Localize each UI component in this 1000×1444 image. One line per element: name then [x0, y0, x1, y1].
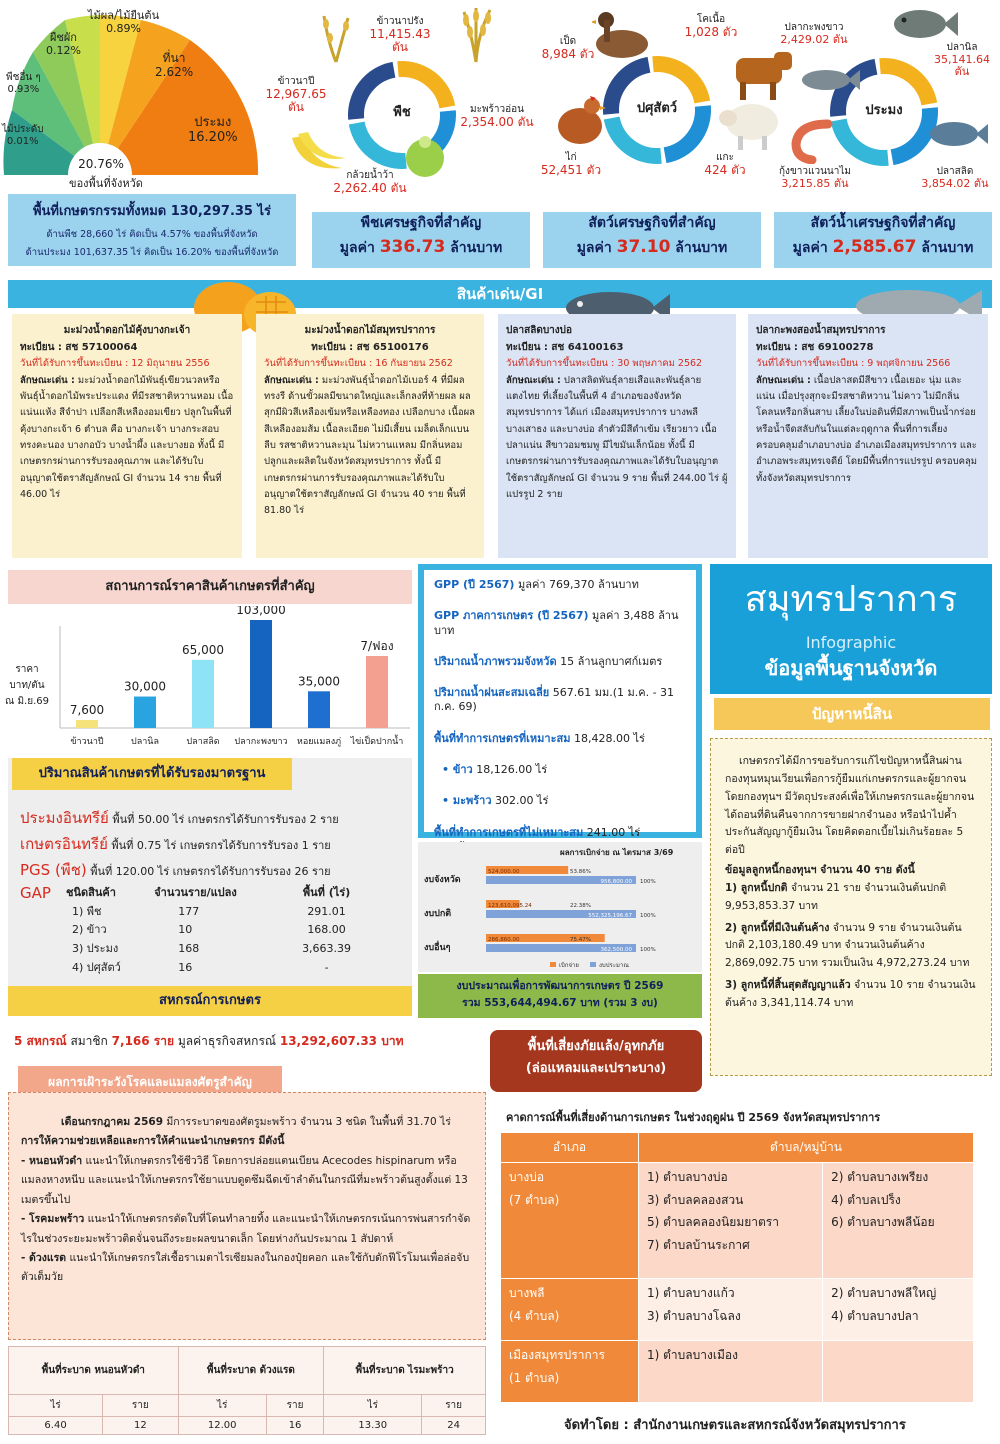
std-row-3: PGS (พืช) พื้นที่ 120.00 ไร่ เกษตรกรได้รับการรับรอง 26 ราย — [20, 861, 331, 879]
info-item: GPP ภาคการเกษตร (ปี 2567) มูลค่า 3,488 ล้านบาท — [434, 609, 679, 637]
coop-title: สหกรณ์การเกษตร — [159, 993, 261, 1008]
legend-swatch-spent — [550, 962, 556, 967]
gap-label: GAP — [20, 884, 51, 902]
risk-caption: คาดการณ์พื้นที่เสี่ยงด้านการเกษตร ในช่วงฤดูฝน ปี 2569 จังหวัดสมุทรปราการ — [506, 1111, 881, 1124]
table-row: ไร่ ราย ไร่ ราย ไร่ ราย — [9, 1395, 486, 1417]
gi-card-3 — [498, 314, 736, 558]
fishery-center: ประมง — [865, 103, 903, 118]
rice-icon — [452, 6, 500, 64]
crops-summary — [312, 212, 530, 268]
debt-item-1: 1) ลูกหนี้ปกติ จำนวน 21 ราย จำนวนเงินต้นปกติ 9,953,853.37 บาท — [725, 881, 947, 912]
subdistrict-item: 3) ตำบลคลองสวน — [647, 1192, 744, 1207]
subdistrict-item: 1) ตำบลบางเมือง — [647, 1347, 738, 1362]
slice-label-other: พืชอื่น ๆ 0.93% — [6, 72, 41, 95]
pest-item-2: - โรคมะพร้าว แนะนำให้เกษตรกรตัดใบที่โดนทำลายทิ้ง และแนะนำให้เกษตรกรเน้นการพ่นสารกำจัดไรในช่วงระยะมะพร้าวติดจั่นจนถึงระยะผลขนาดเล็ก โดยห่างกันประมาณ 1 สัปดาห์ — [21, 1213, 471, 1245]
livestock-4: แกะ 424 ตัว — [704, 152, 746, 177]
debt-box — [710, 738, 992, 1076]
sheep-icon — [716, 96, 782, 152]
table-row: 4) ปศุสัตว์ 16 - — [72, 960, 329, 974]
land-center-label: ของพื้นที่จังหวัด — [69, 177, 143, 190]
budget-spent-label: 123,610,095.24 — [488, 903, 532, 909]
chicken-icon — [552, 92, 608, 150]
risk-title-2: (ล่อแหลมและเปราะบาง) — [525, 1061, 667, 1077]
budget-spent-pct: 53.86% — [570, 869, 591, 875]
rice-plant-icon — [318, 12, 354, 64]
duck-icon — [592, 6, 652, 62]
gi-card-3-reg: ทะเบียน : สช 64100163 — [506, 342, 624, 354]
land-center-pct: 20.76% — [78, 157, 124, 171]
debt-title-box — [714, 698, 990, 730]
table-row: เมืองสมุทรปราการ (1 ตำบล) 1) ตำบลบางเมือง — [501, 1340, 974, 1402]
crops-center: พืช — [393, 105, 411, 120]
risk-title-1: พื้นที่เสี่ยงภัยแล้ง/อุทกภัย — [527, 1039, 665, 1054]
slice-label-ornament: ไม้ประดับ 0.01% — [2, 124, 44, 147]
gi-card-3-name: ปลาสลิดบางบ่อ — [506, 325, 573, 336]
gi-card-4-reg: ทะเบียน : สช 69100278 — [756, 342, 874, 354]
pest-item-3: - ด้วงแรด แนะนำให้เกษตรกรใส่เชื้อราเมตาไรเซียมลงในกองปุ๋ยคอก และใช้กับดักฟีโรโมนเพื่อล่อจับตัวเต็มวัย — [21, 1251, 470, 1284]
slice-label-fruit: ไม้ผล/ไม้ยืนต้น 0.89% — [88, 9, 160, 35]
table-row: 6.40 12 12.00 16 13.30 24 — [9, 1417, 486, 1435]
table-row: 2) ข้าว 10 168.00 — [72, 923, 346, 937]
crop-4: กล้วยน้ำว้า 2,262.40 ตัน — [333, 170, 407, 195]
price-category-label: ปลานิล — [131, 737, 159, 747]
legend-label-total: งบประมาณ — [599, 962, 629, 969]
subdistrict-item: 1) ตำบลบางบ่อ — [647, 1169, 728, 1184]
debt-title: ปัญหาหนี้สิน — [811, 705, 893, 723]
price-bar-label: 7/ฟอง — [360, 639, 394, 653]
gi-card-3-feat: ลักษณะเด่น : ปลาสลิดพันธุ์ลายเสือและพันธุ์ลายแตงไทย ที่เลี้ยงในพื้นที่ 4 อำเภอของจังหวัดสมุทรปราการ ได้แก่ เมืองสมุทรปราการ บางพลี บางเสาธง และบางบ่อ ลำตัวมีสีดำเข้ม เรียวยาว เนื้อปลาแน่น สีขาวอมชมพู มีไขมันเล็กน้อย ทั้งนี้ มีเกษตรกรผ่านการรับรองคุณภาพและได้รับใบอนุญาตใช้ตราสัญลักษณ์ GI จำนวน 9 ราย พื้นที่ 244.00 ไร่ ผู้แปรรูป 2 ราย — [506, 374, 728, 500]
budget-spent-pct: 75.47% — [570, 937, 591, 943]
price-bar — [366, 656, 388, 728]
risk-table — [500, 1132, 974, 1403]
info-box — [418, 564, 702, 838]
price-bar — [250, 620, 272, 728]
budget-foot-1: งบประมาณเพื่อการพัฒนาการเกษตร ปี 2569 — [456, 980, 664, 992]
crops-title: พืชเศรษฐกิจที่สำคัญ — [360, 215, 482, 231]
price-bar-label: 30,000 — [124, 679, 166, 694]
debt-paragraph: เกษตรกรได้มีการขอรับการแก้ไขปัญหาหนี้สินผ่านกองทุนหมุนเวียนเพื่อการกู้ยืมแก่เกษตรกรและผู้ยากจน โดยกองทุนฯ มีวัตถุประสงค์เพื่อให้เกษตรกรและผู้ยากจนได้ถอนที่ดินคืนจากการขายฝากจำนอง หรือนำไปค้ำประกันสัญญากู้ยืมเงิน โดยคิดดอกเบี้ยไม่เกินร้อยละ 5 ต่อปี — [725, 755, 975, 857]
gi-card-4-feat: ลักษณะเด่น : เนื้อปลาสดมีสีขาว เนื้อเยอะ นุ่ม และแน่น เมื่อปรุงสุกจะมีรสชาติหวาน ไม่คาว ไม่มีกลิ่นโคลนหรือกลิ่นสาบ เลี้ยงในบ่อดินที่มีสภาพเป็นน้ำกร่อยหรือน้ำจืดสลับกันในแต่ละฤดูกาล พื้นที่การเลี้ยงครอบคลุมอำเภอบางบ่อ อำเภอเมืองสมุทรปราการ และอำเภอพระสมุทรเจดีย์ โดยมีพื้นที่การแปรรูป ครอบคลุมทั้งจังหวัดสมุทรปราการ — [756, 374, 978, 484]
land-total-box — [8, 194, 296, 266]
livestock-3: ไก่ 52,451 ตัว — [540, 152, 602, 177]
gi-card-1-name: มะม่วงน้ำดอกไม้คุ้งบางกะเจ้า — [63, 325, 191, 336]
gi-card-2-reg: ทะเบียน : สช 65100176 — [311, 342, 429, 354]
subdistrict-item: 4) ตำบลบางปลา — [831, 1308, 919, 1323]
crop-2: ข้าวนาปี 12,967.65 ตัน — [265, 76, 327, 115]
budget-category-label: งบอื่นๆ — [424, 943, 451, 953]
gi-card-4-date: วันที่ได้รับการขึ้นทะเบียน : 9 พฤศจิกายน 2566 — [756, 358, 951, 370]
gi-card-1-date: วันที่ได้รับการขึ้นทะเบียน : 12 มิถุนายน 2556 — [20, 358, 210, 370]
budget-total-pct: 100% — [640, 947, 656, 953]
subdistrict-item: 2) ตำบลบางพลีใหญ่ — [831, 1285, 937, 1300]
price-category-label: ข้าวนาปี — [70, 737, 104, 747]
price-category-label: ปลาสลิด — [186, 737, 220, 747]
gi-card-1 — [12, 314, 242, 558]
std-title: ปริมาณสินค้าเกษตรที่ได้รับรองมาตรฐาน — [38, 766, 266, 781]
info-item: GPP (ปี 2567) มูลค่า 769,370 ล้านบาท — [434, 578, 639, 591]
gap-header-row: ชนิดสินค้า จำนวนราย/แปลง พื้นที่ (ไร่) — [66, 886, 351, 899]
info-item: พื้นที่ทำการเกษตรที่เหมาะสม 18,428.00 ไร่ — [434, 731, 645, 745]
fishery-title: สัตว์น้ำเศรษฐกิจที่สำคัญ — [810, 215, 956, 231]
gi-card-3-date: วันที่ได้รับการขึ้นทะเบียน : 30 พฤษภาคม 2562 — [506, 358, 703, 370]
table-row: บางพลี (4 ตำบล) 1) ตำบลบางแก้ว 3) ตำบลบางโฉลง 2) ตำบลบางพลีใหญ่ 4) ตำบลบางปลา — [501, 1278, 974, 1340]
debt-item-3: 3) ลูกหนี้ที่สิ้นสุดสัญญาแล้ว จำนวน 10 ราย จำนวนเงินต้นค้าง 3,341,114.74 บาท — [725, 979, 976, 1009]
livestock-title: สัตว์เศรษฐกิจที่สำคัญ — [588, 215, 716, 231]
subdistrict-item: 6) ตำบลบางพลีน้อย — [831, 1215, 935, 1230]
gi-card-1-feat: ลักษณะเด่น : มะม่วงน้ำดอกไม้พันธุ์เขียวนวลหรือพันธุ์น้ำดอกไม้พระประแดง ที่มีรสชาติหวานหอม เนื้อแน่นแห้ง สีจำปา เปลือกสีเหลืองอมเขียว ปลูกในพื้นที่คุ้งบางกะเจ้า 6 ตำบล คือ บางกะเจ้า บางกระสอบ ทรงคะนอง บางกอบัว บางน้ำผึ้ง และบางยอ ทั้งนี้ มีเกษตรกรผ่านการรับรองคุณภาพ และได้รับใบอนุญาตใช้ตราสัญลักษณ์ GI จำนวน 14 ราย พื้นที่ 46.00 ไร่ — [20, 374, 234, 500]
subdistrict-item: 4) ตำบลเปร็ง — [831, 1192, 901, 1207]
fishery-summary — [774, 212, 992, 268]
pest-p2: การให้ความช่วยเหลือและการให้คำแนะนำเกษตรกร มีดังนี้ — [21, 1135, 285, 1148]
pest-area-table — [8, 1346, 486, 1435]
gi-card-2 — [256, 314, 484, 558]
price-title: สถานการณ์ราคาสินค้าเกษตรที่สำคัญ — [105, 579, 315, 594]
province-name: สมุทรปราการ — [744, 579, 958, 620]
budget-foot-2: รวม 553,644,494.67 บาท (รวม 3 งบ) — [462, 996, 658, 1009]
slice-label-rice: ที่นา 2.62% — [155, 51, 194, 79]
info-list — [434, 578, 686, 854]
price-bar-label: 35,000 — [298, 674, 340, 689]
debt-item-2: 2) ลูกหนี้ที่มีเงินต้นค้าง จำนวน 9 ราย จำนวนเงินต้นปกติ 2,103,180.49 บาท จำนวนเงินต้นค้าง 2,869,092.75 บาท รวมเป็นเงิน 4,972,273.24 บาท — [725, 921, 970, 970]
fishery-value-line: มูลค่า 2,585.67 ล้านบาท — [792, 237, 974, 258]
legend-label-spent: เบิกจ่าย — [559, 962, 579, 969]
pest-p1: เดือนกรกฎาคม 2569 มีการระบาดของศัตรูมะพร้าว จำนวน 3 ชนิด ในพื้นที่ 31.70 ไร่ — [61, 1116, 451, 1128]
crop-1: ข้าวนาปรัง 11,415.43 ตัน — [369, 16, 431, 55]
subdistrict-item: 2) ตำบลบางเพรียง — [831, 1169, 929, 1184]
info-item: ปริมาณน้ำฝนสะสมเฉลี่ย 567.61 มม.(1 ม.ค. - 31 ก.ค. 69) — [434, 686, 675, 714]
pest-title: ผลการเฝ้าระวังโรคและแมลงศัตรูสำคัญ — [48, 1075, 252, 1089]
budget-category-label: งบจังหวัด — [424, 875, 461, 885]
price-bar-label: 7,600 — [69, 703, 105, 718]
std-title-box — [12, 758, 292, 790]
info-item: พื้นที่ทำการเกษตรที่ไม่เหมาะสม 241.00 ไร่ — [434, 825, 641, 839]
crop-3: มะพร้าวอ่อน 2,354.00 ตัน — [460, 104, 534, 129]
pest-box — [8, 1092, 486, 1340]
subdistrict-item: 5) ตำบลคลองนิยมยาตรา — [647, 1215, 779, 1230]
subdistrict-item: 3) ตำบลบางโฉลง — [647, 1308, 741, 1323]
land-line1: ด้านพืช 28,660 ไร่ คิดเป็น 4.57% ของพื้นที่จังหวัด — [46, 229, 258, 240]
cow-icon — [726, 48, 796, 102]
gi-card-2-feat: ลักษณะเด่น : มะม่วงพันธุ์น้ำดอกไม้เบอร์ 4 ที่มีผลทรงรี ด้านขั้วผลมีขนาดใหญ่และเล็กลงที่ท้ายผล ผลสุกมีผิวสีเหลืองเข้มหรือเหลืองทอง เปลือกบาง เนื้อผลสีเหลืองอมส้ม เนื้อละเอียด ไม่มีเสี้ยน เมล็ดเล็กแบนลีบ รสชาติหวานละมุน ไม่หวานแหลม มีกลิ่นหอม ปลูกและผลิตในจังหวัดสมุทรปราการ ทั้งนี้ มีเกษตรกรผ่านการรับรองคุณภาพและได้รับใบอนุญาตใช้ตราสัญลักษณ์ GI จำนวน 40 ราย พื้นที่ 81.80 ไร่ — [264, 374, 475, 517]
livestock-summary — [543, 212, 761, 268]
banana-icon — [288, 128, 348, 178]
fishery-2: ปลานิล 35,141.64 ตัน — [934, 42, 990, 79]
subdistrict-item: 1) ตำบลบางแก้ว — [647, 1285, 735, 1300]
gi-title-bar — [8, 280, 992, 308]
land-total: พื้นที่เกษตรกรรมทั้งหมด 130,297.35 ไร่ — [32, 204, 272, 219]
std-row-1: ประมงอินทรีย์ พื้นที่ 50.00 ไร่ เกษตรกรได้รับการรับรอง 2 ราย — [20, 809, 339, 827]
price-ylabel: ราคา บาท/ตัน ณ มิ.ย.69 — [5, 664, 49, 707]
budget-total-pct: 100% — [640, 913, 656, 919]
fishery-4: ปลาสลิด 3,854.02 ตัน — [921, 166, 989, 190]
livestock-1: เป็ด 8,984 ตัว — [541, 36, 595, 61]
price-title-box — [8, 570, 412, 604]
gi-card-2-date: วันที่ได้รับการขึ้นทะเบียน : 16 กันยายน 2562 — [264, 358, 453, 370]
price-category-label: ไข่เป็ดปากน้ำ — [350, 737, 404, 747]
land-line2: ด้านประมง 101,637.35 ไร่ คิดเป็น 16.20% ของพื้นที่จังหวัด — [25, 247, 279, 258]
risk-title-box — [490, 1030, 702, 1092]
shrimp-icon — [788, 118, 836, 164]
budget-category-label: งบปกติ — [424, 909, 452, 919]
coconut-icon — [402, 132, 448, 178]
budget-chart-title: ผลการเบิกจ่าย ณ ไตรมาส 3/69 — [560, 848, 674, 857]
std-row-2: เกษตรอินทรีย์ พื้นที่ 0.75 ไร่ เกษตรกรได้รับการรับรอง 1 ราย — [20, 835, 331, 853]
price-bar-label: 103,000 — [236, 606, 286, 617]
gi-card-1-reg: ทะเบียน : สช 57100064 — [20, 342, 138, 354]
pest-item-1: - หนอนหัวดำ แนะนำให้เกษตรกรใช้ชีววิธี โดยการปล่อยแตนเบียน Acecodes hispinarum หรือแมลงหางหนีบ และแนะนำให้เกษตรกรใช้ยาแบบดูดซึมฉีดเข้าลำต้นในกรณีที่มะพร้าวต้นสูงตั้งแต่ 13 เมตรขึ้นไป — [21, 1154, 468, 1206]
budget-total-pct: 100% — [640, 879, 656, 885]
budget-total-label: 552,325,196.67 — [588, 913, 632, 919]
slice-label-veg: ผืชผัก 0.12% — [46, 31, 81, 57]
price-bar-chart — [50, 606, 412, 752]
info-item: ปริมาณน้ำภาพรวมจังหวัด 15 ล้านลูกบาศก์เมตร — [434, 654, 663, 668]
livestock-center: ปศุสัตว์ — [636, 101, 678, 116]
debt-heading: ข้อมูลลูกหนี้กองทุนฯ จำนวน 40 ราย ดังนี้ — [725, 864, 915, 877]
budget-foot — [418, 974, 702, 1018]
budget-spent-label: 524,000.00 — [488, 869, 520, 875]
price-bar-label: 65,000 — [182, 642, 224, 657]
gap-table — [66, 884, 366, 977]
gi-title: สินค้าเด่น/GI — [456, 285, 544, 303]
subdistrict-item: 7) ตำบลบ้านระกาศ — [647, 1238, 750, 1253]
coop-line: 5 สหกรณ์ สมาชิก 7,166 ราย มูลค่าธุรกิจสหกรณ์ 13,292,607.33 บาท — [14, 1034, 404, 1048]
price-bar — [134, 697, 156, 728]
province-banner — [710, 564, 992, 694]
table-row: 3) ประมง 168 3,663.39 — [72, 942, 352, 956]
province-sub2: ข้อมูลพื้นฐานจังหวัด — [764, 656, 938, 680]
price-bar — [308, 691, 330, 728]
table-row: 1) พืช 177 291.01 — [72, 904, 346, 918]
seabass-icon — [800, 62, 860, 98]
gi-card-4-name: ปลากะพงสองน้ำสมุทรปราการ — [756, 325, 886, 336]
gi-card-2-name: มะม่วงน้ำดอกไม้สมุทรปราการ — [304, 325, 436, 336]
livestock-value-line: มูลค่า 37.10 ล้านบาท — [576, 237, 728, 258]
legend-swatch-total — [590, 962, 596, 967]
fishery-3: กุ้งขาวแวนนาไม 3,215.85 ตัน — [779, 166, 851, 190]
table-row: พื้นที่ระบาด หนอนหัวดำ พื้นที่ระบาด ด้วงแรด พื้นที่ระบาด ไรมะพร้าว — [9, 1347, 486, 1395]
risk-header-row: อำเภอ ตำบล/หมู่บ้าน — [501, 1133, 974, 1163]
livestock-2: โคเนื้อ 1,028 ตัว — [684, 14, 738, 39]
slice-label-fishery: ประมง 16.20% — [188, 115, 238, 145]
table-row: บางบ่อ (7 ตำบล) 1) ตำบลบางบ่อ 3) ตำบลคลองสวน 5) ตำบลคลองนิยมยาตรา 7) ตำบลบ้านระกาศ 2) ตำบลบางเพรียง 4) ตำบลเปร็ง 6) ตำบลบางพลีน้อย — [501, 1162, 974, 1278]
price-category-label: ปลากะพงขาว — [234, 737, 288, 747]
tilapia-icon — [890, 4, 958, 44]
gourami-icon — [926, 114, 988, 154]
budget-bar-chart — [420, 856, 700, 972]
budget-spent-label: 286,860.00 — [488, 937, 520, 943]
fishery-1: ปลากะพงขาว 2,429.02 ตัน — [780, 22, 848, 46]
price-bar — [192, 660, 214, 728]
budget-total-label: 362,500.00 — [600, 947, 632, 953]
info-item: • ข้าว 18,126.00 ไร่ — [442, 763, 548, 777]
footer-credit: จัดทำโดย : สำนักงานเกษตรและสหกรณ์จังหวัดสมุทรปราการ — [564, 1418, 906, 1433]
price-bar — [76, 720, 98, 728]
crops-value-line: มูลค่า 336.73 ล้านบาท — [339, 237, 503, 258]
gi-card-4 — [748, 314, 988, 558]
budget-spent-pct: 22.38% — [570, 903, 591, 909]
budget-total-label: 956,800.00 — [600, 879, 632, 885]
coop-title-box — [8, 986, 412, 1016]
province-sub1: Infographic — [805, 633, 897, 652]
price-category-label: หอยแมลงภู่ — [296, 737, 342, 747]
info-item: • มะพร้าว 302.00 ไร่ — [442, 794, 549, 808]
